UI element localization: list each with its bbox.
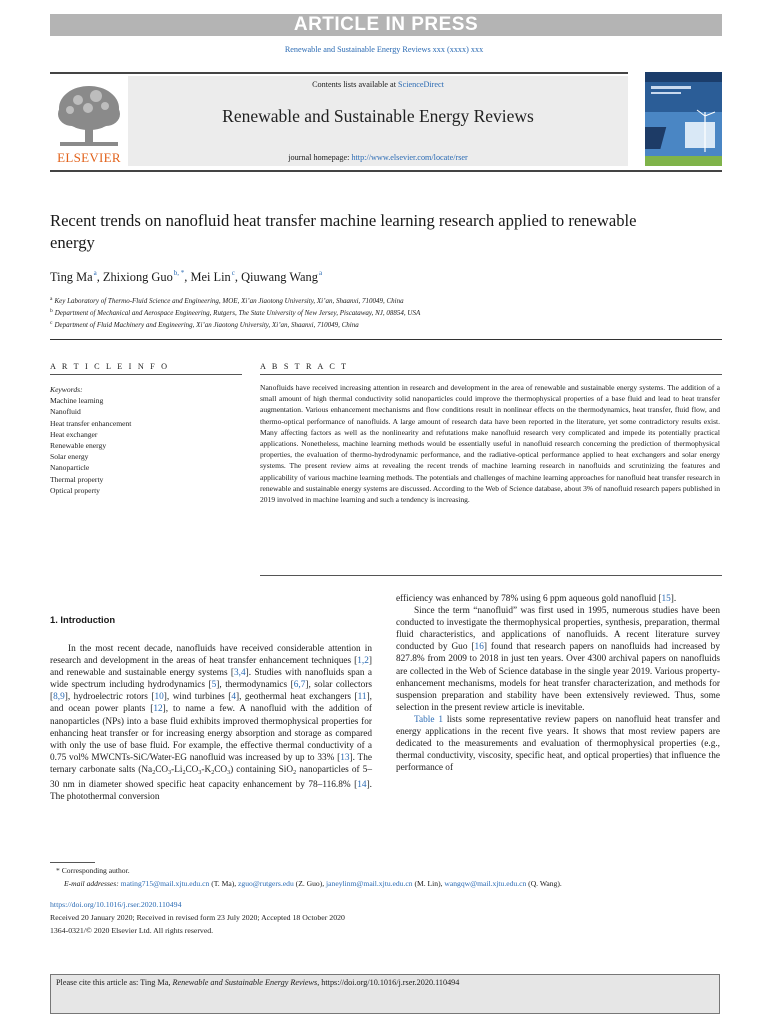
reference-link[interactable]: 5 <box>211 680 217 691</box>
author-name[interactable]: Zhixiong Guo <box>102 270 173 284</box>
header-bottom-rule <box>50 170 722 172</box>
affiliation-b <box>50 308 710 317</box>
journal-cover-image[interactable] <box>645 72 722 166</box>
reference-link[interactable]: 15 <box>661 594 671 604</box>
elsevier-wordmark: ELSEVIER <box>57 150 121 165</box>
header-top-rule <box>50 72 628 74</box>
reference-link[interactable]: 12 <box>153 704 163 715</box>
reference-link[interactable]: 3,4 <box>233 668 246 679</box>
journal-title: Renewable and Sustainable Energy Reviews <box>222 106 534 126</box>
sciencedirect-link[interactable]: ScienceDirect <box>398 80 444 89</box>
abstract-bottom-rule <box>260 575 722 576</box>
contents-prefix: Contents lists available at <box>312 80 399 89</box>
keyword-item: Machine learning <box>50 396 104 406</box>
keyword-item: Heat transfer enhancement <box>50 418 132 428</box>
affiliation-mark[interactable]: a <box>318 269 323 277</box>
article-title: Recent trends on nanofluid heat transfer machine learning research applied to renewable energy <box>50 211 637 252</box>
contents-line <box>128 80 628 89</box>
article-info-rule <box>50 374 242 375</box>
homepage-prefix: journal homepage: <box>288 153 352 162</box>
article-info-heading: A R T I C L E I N F O <box>50 362 170 371</box>
affiliation-c <box>50 320 710 329</box>
keywords-label: Keywords: <box>50 385 83 394</box>
affiliation-mark: a <box>50 296 53 302</box>
keyword-item: Heat exchanger <box>50 429 98 439</box>
homepage-link[interactable]: http://www.elsevier.com/locate/rser <box>351 153 468 162</box>
keyword-item: Nanofluid <box>50 407 81 417</box>
author-name[interactable]: Mei Lin <box>190 270 231 284</box>
reference-link[interactable]: 10 <box>154 692 164 703</box>
keyword-item: Nanoparticle <box>50 463 90 473</box>
email-addresses: E-mail addresses: mating715@mail.xjtu.edu.cn (T. Ma), zguo@rutgers.edu (Z. Guo), janeylinm@mail.xjtu.edu.cn (M. Lin), wangqw@mail.xjtu.edu.cn (Q. Wang). <box>64 879 562 888</box>
abstract-rule <box>260 374 722 375</box>
author-name[interactable]: Ting Ma <box>50 270 93 284</box>
journal-homepage-line <box>128 153 628 162</box>
left-column <box>50 643 372 803</box>
affiliation-mark[interactable]: c <box>231 269 235 277</box>
keywords-list <box>50 384 242 496</box>
reference-link[interactable]: 6,7 <box>293 680 306 691</box>
section-heading-introduction: 1. Introduction <box>50 614 116 625</box>
table-link[interactable]: Table 1 <box>414 714 444 725</box>
author-list: Ting Ma$^a$, Zhixiong Guo$^{b, *}$, Mei Lin$^c$, Qiuwang Wang$^a$ <box>50 269 323 284</box>
affiliation-text: Department of Mechanical and Aerospace Engineering, Rutgers, The State University of New Jersey, Piscataway, NJ, 08854, USA <box>54 309 421 317</box>
affiliation-mark: b <box>50 308 53 314</box>
section-rule <box>50 339 722 340</box>
body-paragraph: Table 1 lists some representative review papers on nanofluid heat transfer and energy applications in the recent five years. It shows that most review papers are dedicated to the measurements and evaluation of thermophysical properties (e.g., thermal conductivity, viscosity, specific heat, and optical properties) that influence the performance of <box>396 714 720 774</box>
author-name[interactable]: Qiuwang Wang <box>241 270 318 284</box>
reference-link[interactable]: 8,9 <box>53 692 65 703</box>
affiliation-text: Department of Fluid Machinery and Engineering, Xi’an Jiaotong University, Xi’an, Shaanxi, 710049, China <box>54 321 359 329</box>
body-paragraph: Since the term “nanofluid” was first used in 1995, numerous studies have been conducted to investigate the thermophysical properties, synthesis, preparation, thermal fluid characteristics, and applications of nanofluids. A recent literature survey conducted by Guo [16] found that research papers on nanofluids had increased by 827.8% from 2009 to 2018 in just ten years. Over 4300 archival papers on nanofluids are collected in the Web of Science database in the single year 2019. Various property-enhancement mechanisms, models for heat transfer characterization, and methods for suspension preparation and stability have been extensively reviewed. Thus, some selection in the present review article is inevitable. <box>396 606 720 713</box>
received-dates: Received 20 January 2020; Received in revised form 23 July 2020; Accepted 18 October 2020 <box>50 913 345 922</box>
reference-link[interactable]: 14 <box>357 780 367 791</box>
email-link[interactable]: mating715@mail.xjtu.edu.cn <box>120 879 210 888</box>
citation-text: Please cite this article as: Ting Ma, Renewable and Sustainable Energy Reviews, https://doi.org/10.1016/j.rser.2020.110494 <box>56 978 460 987</box>
keyword-item: Optical property <box>50 485 100 495</box>
article-in-press-banner: ARTICLE IN PRESS <box>50 14 722 36</box>
email-link[interactable]: wangqw@mail.xjtu.edu.cn <box>444 879 527 888</box>
reference-link[interactable]: 11 <box>357 692 367 703</box>
abstract-text: Nanofluids have received increasing attention in research and development in the area of renewable and sustainable energy systems. The addition of a small amount of high thermal conductivity solid nanoparticles could improve the thermophysical properties of a base fluid and lead to heat transfer augmentation. Various enhancement mechanisms and flow conditions result in nonlinear effects on the thermodynamics, heat transfer, fluid flow, and thermo-optical performance of nanofluids. A large amount of research data have been reported in the literature, yet some contradictory results exist. Many affecting factors as well as the nonlinearity and refutations make nanofluid research very complicated and impede its potentially practical applications. Nonetheless, machine learning methods would be essentially useful in nanofluid research concerning the prediction of thermophysical properties, the evaluation of thermo-hydrodynamic performance, and the radiative-optical performance applied to heat exchangers and solar energy systems. The present review aims at revealing the recent trends of machine learning research in nanofluids and scrutinizing the features and applicability of various machine learning methods. The potentials and challenges of machine learning approaches for nanofluid heat transfer research in renewable and sustainable energy systems are discussed. According to the Web of Science database, about 3% of nanofluid research papers published in 2019 involved in machine learning and such a tendency is increasing. <box>260 383 720 505</box>
email-link[interactable]: janeylinm@mail.xjtu.edu.cn <box>326 879 413 888</box>
keyword-item: Renewable energy <box>50 441 107 451</box>
affiliation-mark[interactable]: b, * <box>173 269 185 277</box>
body-paragraph: efficiency was enhanced by 78% using 6 ppm aqueous gold nanofluid [15]. <box>396 594 677 604</box>
right-column <box>396 593 720 774</box>
affiliation-text: Key Laboratory of Thermo-Fluid Science and Engineering, MOE, Xi’an Jiaotong University, Xi’an, Shaanxi, 710049, China <box>54 297 404 305</box>
reference-link[interactable]: 13 <box>340 752 350 763</box>
footnote-rule <box>50 862 95 863</box>
body-paragraph: In the most recent decade, nanofluids have received considerable attention in research and development in the areas of heat transfer enhancement techniques [1,2] and renewable and sustainable energy systems [3,4]. Studies with nanofluids span a wide spectrum including hydrodynamics [5], thermodynamics [6,7], solar collectors [8,9], hydroelectric rotors [10], wind turbines [4], geothermal heat exchangers [11], and ocean power plants [12], to name a few. A nanofluid with the addition of nanoparticles (NPs) into a base fluid exhibits improved thermophysical properties for enhancing heat transfer or for increasing energy absorption and storage as compared with only the use of base fluid. For example, the effective thermal conductivity of a 0.75 vol% MWCNTs-SiC/Water-EG nanofluid was increased by up to 33% [13]. The ternary carbonate salts $(Na_2CO_3-Li_2CO_3-K_2CO_3)$ containing SiO$_2$ nanoparticles of 5–30 nm in diameter showed specific heat capacity enhancement by 78–116.8% [14]. The photothermal conversion <box>50 644 373 803</box>
reference-link[interactable]: 16 <box>474 642 484 653</box>
affiliation-a <box>50 296 710 305</box>
reference-link[interactable]: 4 <box>231 692 236 703</box>
corresponding-author-note: * Corresponding author. <box>56 866 130 875</box>
email-label: E-mail addresses: <box>64 879 119 888</box>
keyword-item: Solar energy <box>50 452 89 462</box>
journal-citation-line[interactable]: Renewable and Sustainable Energy Reviews xxx (xxxx) xxx <box>284 45 484 54</box>
doi-link[interactable]: https://doi.org/10.1016/j.rser.2020.110494 <box>50 900 182 909</box>
reference-link[interactable]: 1,2 <box>357 656 369 667</box>
keyword-item: Thermal property <box>50 474 104 484</box>
abstract-heading: A B S T R A C T <box>260 362 349 371</box>
affiliation-mark: c <box>50 320 53 326</box>
affiliation-mark[interactable]: a <box>93 269 97 277</box>
issn-copyright: 1364-0321/© 2020 Elsevier Ltd. All rights reserved. <box>50 926 214 935</box>
email-link[interactable]: zguo@rutgers.edu <box>238 879 294 888</box>
